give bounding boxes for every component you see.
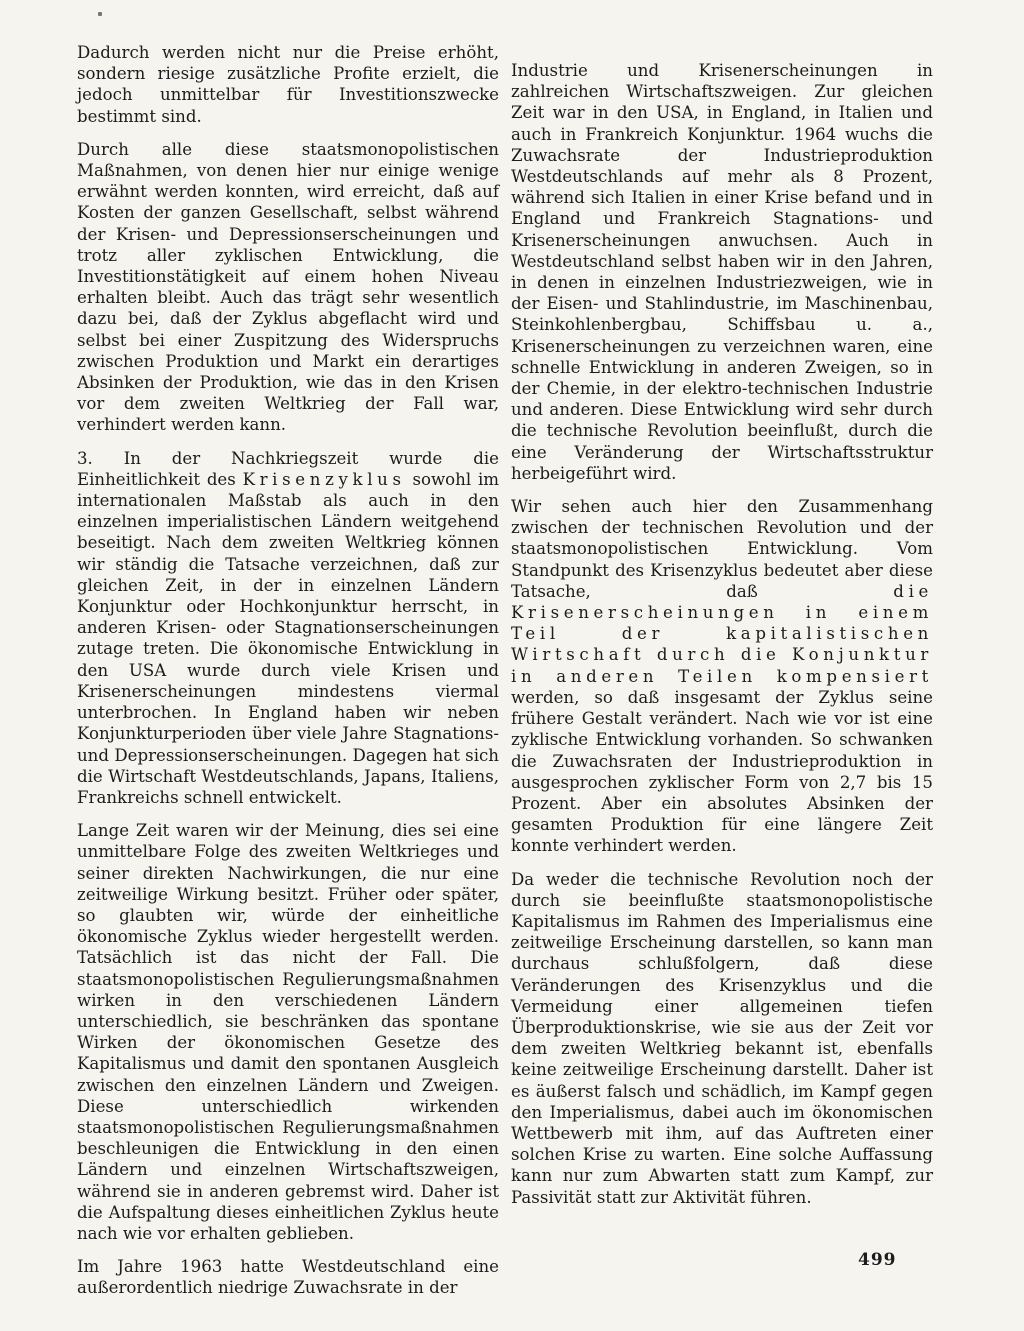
spaced-emphasis-krisenerscheinungen: die Krisenerscheinungen in einem Teil der kapitalistischen Wirtschaft durch die Konjunktur in anderen Teilen kompensiert bbox=[511, 581, 933, 686]
left-paragraph-4: Lange Zeit waren wir der Meinung, dies sei eine unmittelbare Folge des zweiten Weltkrieges und seiner direkten Nachwirkungen, die nur eine zeitweilige Wirkung besitzt. Früher oder später, so glaubten wir, würde der einheitliche ökonomische Zyklus wieder hergestellt werden. Tatsächlich ist das nicht der Fall. Die staatsmonopolistischen Regulierungsmaßnahmen wirken in den verschiedenen Ländern unterschiedlich, sie beschränken das spontane Wirken der ökonomischen Gesetze des Kapitalismus und damit den spontanen Ausgleich zwischen den einzelnen Ländern und Zweigen. Diese unterschiedlich wirkenden staatsmonopolistischen Regulierungsmaßnahmen beschleunigen die Entwicklung in den einen Ländern und einzelnen Wirtschaftszweigen, während sie in anderen gebremst wird. Daher ist die Aufspaltung dieses einheitlichen Zyklus heute nach wie vor erhalten geblieben. bbox=[77, 821, 499, 1243]
scan-speck bbox=[98, 12, 102, 16]
left-paragraph-3-end: sowohl im internationalen Maßstab als auch in den einzelnen imperialistischen Ländern weitgehend beseitigt. Nach dem zweiten Weltkrieg können wir ständig die Tatsache verzeichnen, daß zur gleichen Zeit, in der in einzelnen Ländern Konjunktur oder Hochkonjunktur herrscht, in anderen Krisen- oder Stagnationserscheinungen zutage treten. Die ökonomische Entwicklung in den USA wurde durch viele Krisen und Krisenerscheinungen mindestens viermal unterbrochen. In England haben wir neben Konjunkturperioden über viele Jahre Stagnations- und Depressionserscheinungen. Dagegen hat sich die Wirtschaft Westdeutschlands, Japans, Italiens, Frankreichs schnell entwickelt. bbox=[77, 469, 499, 807]
right-paragraph-1: Industrie und Krisenerscheinungen in zahlreichen Wirtschaftszweigen. Zur gleichen Zeit war in den USA, in England, in Italien und auch in Frankreich Konjunktur. 1964 wuchs die Zuwachsrate der Industrieproduktion Westdeutschlands auf mehr als 8 Prozent, während sich Italien in einer Krise befand und in England und Frankreich Stagnations- und Krisenerscheinungen anwuchsen. Auch in Westdeutschland selbst haben wir in den Jahren, in denen in einzelnen Industriezweigen, wie in der Eisen- und Stahlindustrie, im Maschinenbau, Steinkohlenbergbau, Schiffsbau u. a., Krisenerscheinungen zu verzeichnen waren, eine schnelle Entwicklung in anderen Zweigen, so in der Chemie, in der elektro-technischen Industrie und anderen. Diese Entwicklung wird sehr durch die technische Revolution beeinflußt, durch die eine Veränderung der Wirtschaftsstruktur herbeigeführt wird. bbox=[511, 61, 933, 483]
spaced-emphasis-krisenzyklus: Krisenzyklus bbox=[242, 469, 406, 489]
right-paragraph-2-start: Wir sehen auch hier den Zusammenhang zwischen der technischen Revolution und der staatsmonopolistischen Entwicklung. Vom Standpunkt des Krisenzyklus bedeutet aber diese Tatsache, daß bbox=[511, 497, 933, 601]
left-paragraph-2: Durch alle diese staatsmonopolistischen Maßnahmen, von denen hier nur einige wenige erwähnt werden konnten, wird erreicht, daß auf Kosten der ganzen Gesellschaft, selbst während der Krisen- und Depressionserscheinungen und trotz aller zyklischen Entwicklung, die Investitionstätigkeit auf einem hohen Niveau erhalten bleibt. Auch das trägt sehr wesentlich dazu bei, daß der Zyklus abgeflacht wird und selbst bei einer Zuspitzung des Widerspruchs zwischen Produktion und Markt ein derartiges Absinken der Produktion, wie das in den Krisen vor dem zweiten Weltkrieg der Fall war, verhindert werden kann. bbox=[77, 139, 499, 435]
page-number: 499 bbox=[858, 1250, 897, 1270]
right-paragraph-2 bbox=[511, 496, 933, 856]
right-paragraph-3: Da weder die technische Revolution noch der durch sie beeinflußte staatsmonopolistische Kapitalismus im Rahmen des Imperialismus eine zeitweilige Erscheinung darstellen, so kann man durchaus schlußfolgern, daß diese Veränderungen des Krisenzyklus und die Vermeidung einer allgemeinen tiefen Überproduktionskrise, wie sie aus der Zeit vor dem zweiten Weltkrieg bekannt ist, ebenfalls keine zeitweilige Erscheinung darstellt. Daher ist es äußerst falsch und schädlich, im Kampf gegen den Imperialismus, dabei auch im ökonomischen Wettbewerb mit ihm, auf das Auftreten einer solchen Krise zu warten. Eine solche Auffassung kann nur zum Abwarten statt zum Kampf, zur Passivität statt zur Aktivität führen. bbox=[511, 869, 933, 1207]
left-paragraph-3-start: 3. In der Nachkriegszeit wurde die Einheitlichkeit des bbox=[77, 448, 499, 489]
left-column bbox=[77, 42, 499, 1311]
right-column bbox=[511, 60, 933, 1220]
left-paragraph-5: Im Jahre 1963 hatte Westdeutschland eine außerordentlich niedrige Zuwachsrate in der bbox=[77, 1257, 499, 1298]
right-paragraph-2-end: werden, so daß insgesamt der Zyklus seine frühere Gestalt verändert. Nach wie vor ist eine zyklische Entwicklung vorhanden. So schwanken die Zuwachsraten der Industrieproduktion in ausgesprochen zyklischer Form von 2,7 bis 15 Prozent. Aber ein absolutes Absinken der gesamten Produktion für eine längere Zeit konnte verhindert werden. bbox=[511, 687, 933, 856]
left-paragraph-3 bbox=[77, 448, 499, 808]
left-paragraph-1: Dadurch werden nicht nur die Preise erhöht, sondern riesige zusätzliche Profite erzielt, die jedoch unmittelbar für Investitionszwecke bestimmt sind. bbox=[77, 43, 499, 126]
